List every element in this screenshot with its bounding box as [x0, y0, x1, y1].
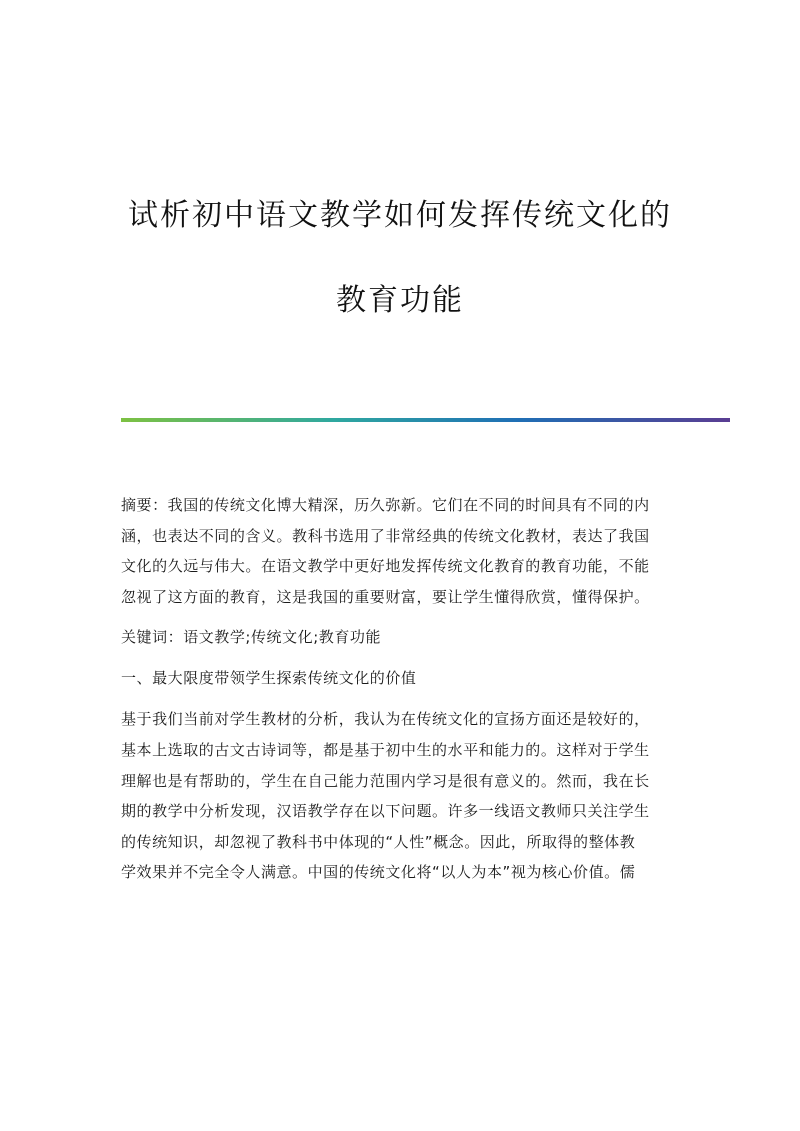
- section-heading: 一、最大限度带领学生探索传统文化的价值: [121, 669, 417, 688]
- abstract-line: 忽视了这方面的教育，这是我国的重要财富，要让学生懂得欣赏，懂得保护。: [121, 587, 650, 606]
- body-line: 学效果并不完全令人满意。中国的传统文化将“以人为本”视为核心价值。儒: [121, 863, 636, 882]
- title-divider: [121, 418, 730, 422]
- document-body: [121, 490, 681, 888]
- title-line-2: 教育功能: [336, 283, 464, 318]
- body-paragraph: [121, 704, 681, 888]
- abstract-line: 摘要：我国的传统文化博大精深，历久弥新。它们在不同的时间具有不同的内: [121, 496, 650, 514]
- body-line: 基于我们当前对学生教材的分析，我认为在传统文化的宣扬方面还是较好的，: [121, 710, 650, 729]
- body-line: 基本上选取的古文古诗词等，都是基于初中生的水平和能力的。这样对于学生: [121, 740, 650, 759]
- body-line: 的传统知识，却忽视了教科书中体现的“人性”概念。因此，所取得的整体教: [121, 832, 636, 851]
- abstract-line: 文化的久远与伟大。在语文教学中更好地发挥传统文化教育的教育功能，不能: [121, 557, 650, 576]
- abstract-paragraph: [121, 490, 681, 612]
- title-line-1: 试析初中语文教学如何发挥传统文化的: [128, 198, 672, 233]
- keywords-line: 关键词：语文教学;传统文化;教育功能: [121, 628, 382, 647]
- body-line: 理解也是有帮助的，学生在自己能力范围内学习是很有意义的。然而，我在长: [121, 771, 650, 790]
- body-line: 期的教学中分析发现，汉语教学存在以下问题。许多一线语文教师只关注学生: [121, 802, 650, 821]
- abstract-line: 涵，也表达不同的含义。教科书选用了非常经典的传统文化教材，表达了我国: [121, 526, 650, 545]
